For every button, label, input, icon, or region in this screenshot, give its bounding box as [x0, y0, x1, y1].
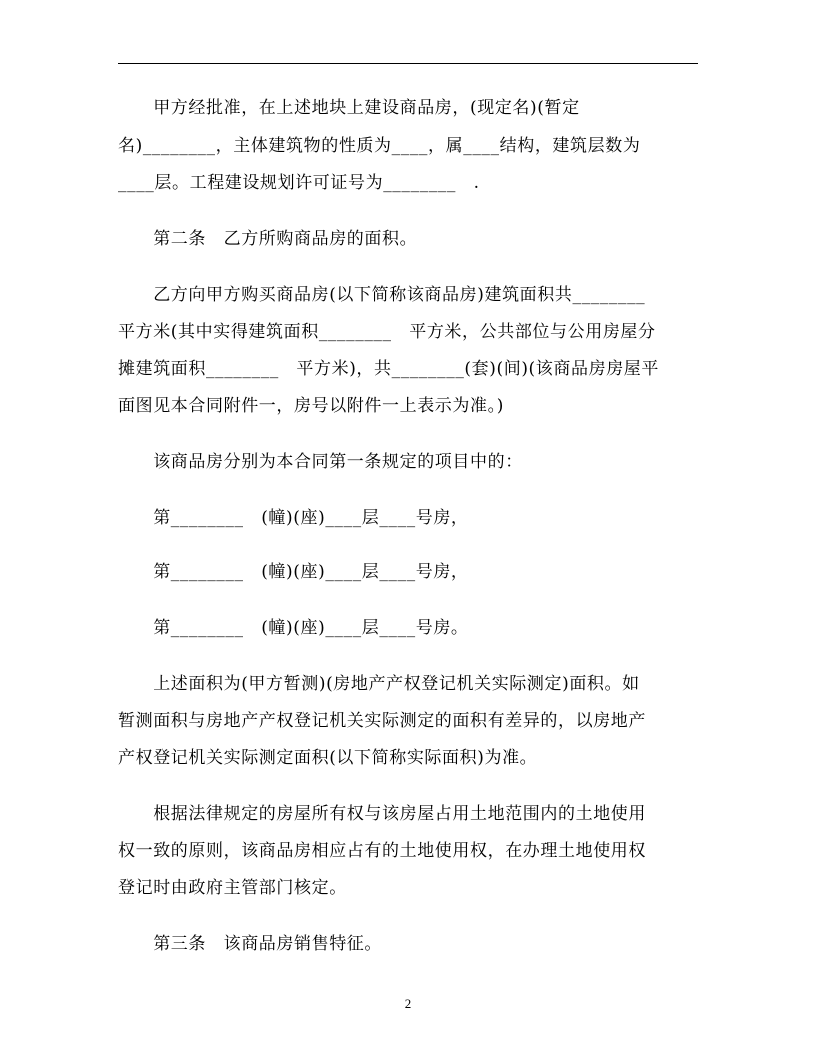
header-rule [118, 63, 698, 64]
text-line-5: 乙方向甲方购买商品房(以下简称该商品房)建筑面积共________ [118, 285, 646, 305]
section-heading-article-2: 第二条 乙方所购商品房的面积。 [118, 229, 418, 249]
text-line-14: 暂测面积与房地产产权登记机关实际测定的面积有差异的，以房地产 [118, 711, 646, 731]
unit-line-2: 第________ (幢)(座)____层____号房， [118, 562, 469, 582]
text-line-7: 摊建筑面积________ 平方米)，共________(套)(间)(该商品房房屋平 [118, 359, 659, 379]
text-line-9: 该商品房分别为本合同第一条规定的项目中的： [118, 452, 523, 472]
text-line-13: 上述面积为(甲方暂测)(房地产产权登记机关实际测定)面积。如 [118, 674, 640, 694]
unit-line-1: 第________ (幢)(座)____层____号房， [118, 508, 469, 528]
section-heading-article-3: 第三条 该商品房销售特征。 [118, 934, 382, 954]
text-line-2: 名)________，主体建筑物的性质为____，属____结构，建筑层数为 [118, 136, 641, 156]
text-line-17: 权一致的原则，该商品房相应占有的土地使用权，在办理土地使用权 [118, 841, 646, 861]
text-line-15: 产权登记机关实际测定面积(以下简称实际面积)为准。 [118, 748, 538, 768]
text-line-16: 根据法律规定的房屋所有权与该房屋占用土地范围内的土地使用 [118, 804, 646, 824]
page-number: 2 [404, 996, 412, 1011]
unit-line-3: 第________ (幢)(座)____层____号房。 [118, 618, 469, 638]
text-line-8: 面图见本合同附件一，房号以附件一上表示为准。) [118, 396, 504, 416]
text-line-1: 甲方经批准，在上述地块上建设商品房，(现定名)(暂定 [118, 98, 580, 118]
text-line-18: 登记时由政府主管部门核定。 [118, 878, 347, 898]
text-line-3: ____层。工程建设规划许可证号为________ . [118, 173, 480, 193]
text-line-6: 平方米(其中实得建筑面积________ 平方米，公共部位与公用房屋分 [118, 322, 656, 342]
